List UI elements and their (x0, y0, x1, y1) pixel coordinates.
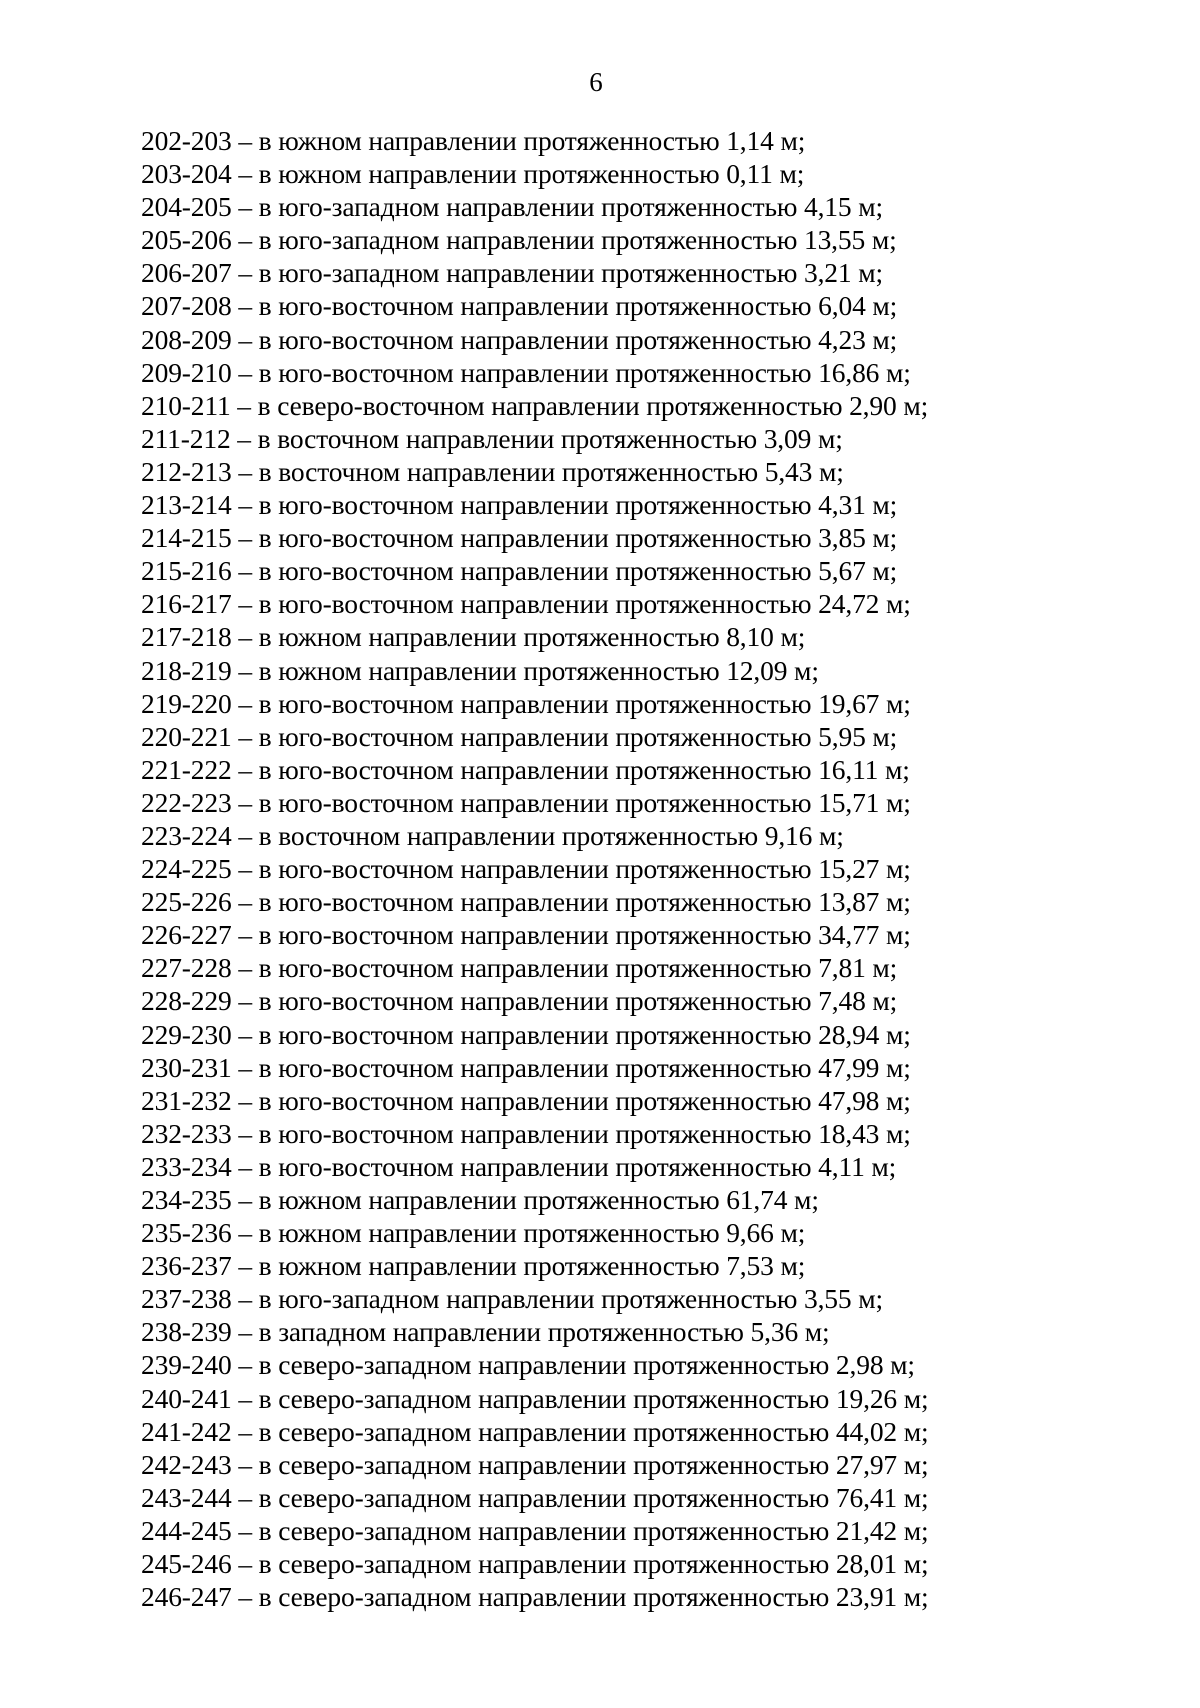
segment-line: 232-233 – в юго-восточном направлении протяженностью 18,43 м; (141, 1117, 911, 1149)
segment-line: 206-207 – в юго-западном направлении протяженностью 3,21 м; (141, 257, 883, 289)
segment-line: 216-217 – в юго-восточном направлении протяженностью 24,72 м; (141, 588, 911, 620)
segment-line: 205-206 – в юго-западном направлении протяженностью 13,55 м; (141, 224, 897, 256)
segment-line: 236-237 – в южном направлении протяженностью 7,53 м; (141, 1250, 806, 1282)
segment-line: 211-212 – в восточном направлении протяженностью 3,09 м; (141, 422, 843, 454)
segment-line: 240-241 – в северо-западном направлении протяженностью 19,26 м; (141, 1382, 929, 1414)
segment-line: 239-240 – в северо-западном направлении протяженностью 2,98 м; (141, 1349, 915, 1381)
segment-line: 223-224 – в восточном направлении протяженностью 9,16 м; (141, 819, 844, 851)
segment-line: 231-232 – в юго-восточном направлении протяженностью 47,98 м; (141, 1084, 911, 1116)
segment-line: 204-205 – в юго-западном направлении протяженностью 4,15 м; (141, 191, 883, 223)
segment-line: 219-220 – в юго-восточном направлении протяженностью 19,67 м; (141, 687, 911, 719)
segment-line: 209-210 – в юго-восточном направлении протяженностью 16,86 м; (141, 356, 911, 388)
segment-line: 237-238 – в юго-западном направлении протяженностью 3,55 м; (141, 1283, 883, 1315)
segment-line: 234-235 – в южном направлении протяженностью 61,74 м; (141, 1184, 819, 1215)
segment-line: 243-244 – в северо-западном направлении протяженностью 76,41 м; (141, 1481, 929, 1513)
segment-line: 220-221 – в юго-восточном направлении протяженностью 5,95 м; (141, 720, 898, 752)
segment-line: 227-228 – в юго-восточном направлении протяженностью 7,81 м; (141, 952, 898, 984)
segment-line: 235-236 – в южном направлении протяженностью 9,66 м; (141, 1217, 806, 1249)
segment-line: 210-211 – в северо-восточном направлении протяженностью 2,90 м; (141, 389, 929, 421)
segment-line: 226-227 – в юго-восточном направлении протяженностью 34,77 м; (141, 919, 911, 951)
segment-line: 244-245 – в северо-западном направлении протяженностью 21,42 м; (141, 1514, 929, 1546)
segment-line: 238-239 – в западном направлении протяженностью 5,36 м; (141, 1316, 830, 1348)
segment-line: 212-213 – в восточном направлении протяженностью 5,43 м; (141, 455, 844, 487)
segment-line: 202-203 – в южном направлении протяженностью 1,14 м; (141, 125, 806, 156)
segment-line: 218-219 – в южном направлении протяженностью 12,09 м; (141, 654, 819, 686)
page-number (0, 66, 1200, 98)
segment-line: 230-231 – в юго-восточном направлении протяженностью 47,99 м; (141, 1051, 911, 1083)
segment-line: 228-229 – в юго-восточном направлении протяженностью 7,48 м; (141, 985, 898, 1017)
segment-line: 203-204 – в южном направлении протяженностью 0,11 м; (141, 158, 805, 190)
segment-line: 208-209 – в юго-восточном направлении протяженностью 4,23 м; (141, 323, 898, 355)
segment-line: 213-214 – в юго-восточном направлении протяженностью 4,31 м; (141, 489, 898, 521)
segment-line: 222-223 – в юго-восточном направлении протяженностью 15,71 м; (141, 786, 911, 818)
segment-line: 221-222 – в юго-восточном направлении протяженностью 16,11 м; (141, 753, 910, 785)
segment-line: 215-216 – в юго-восточном направлении протяженностью 5,67 м; (141, 555, 898, 587)
segment-line: 241-242 – в северо-западном направлении протяженностью 44,02 м; (141, 1415, 929, 1447)
segment-line: 233-234 – в юго-восточном направлении протяженностью 4,11 м; (141, 1150, 897, 1182)
segment-line: 242-243 – в северо-западном направлении протяженностью 27,97 м; (141, 1448, 929, 1480)
segment-line: 207-208 – в юго-восточном направлении протяженностью 6,04 м; (141, 290, 898, 322)
segment-line: 229-230 – в юго-восточном направлении протяженностью 28,94 м; (141, 1018, 911, 1050)
segment-line: 246-247 – в северо-западном направлении протяженностью 23,91 м; (141, 1581, 929, 1613)
page-number-text: 6 (589, 67, 603, 97)
boundary-segment-list (141, 124, 929, 1613)
segment-line: 245-246 – в северо-западном направлении протяженностью 28,01 м; (141, 1548, 929, 1580)
segment-line: 224-225 – в юго-восточном направлении протяженностью 15,27 м; (141, 853, 911, 885)
segment-line: 225-226 – в юго-восточном направлении протяженностью 13,87 м; (141, 886, 911, 918)
segment-line: 214-215 – в юго-восточном направлении протяженностью 3,85 м; (141, 522, 898, 554)
segment-line: 217-218 – в южном направлении протяженностью 8,10 м; (141, 621, 806, 653)
